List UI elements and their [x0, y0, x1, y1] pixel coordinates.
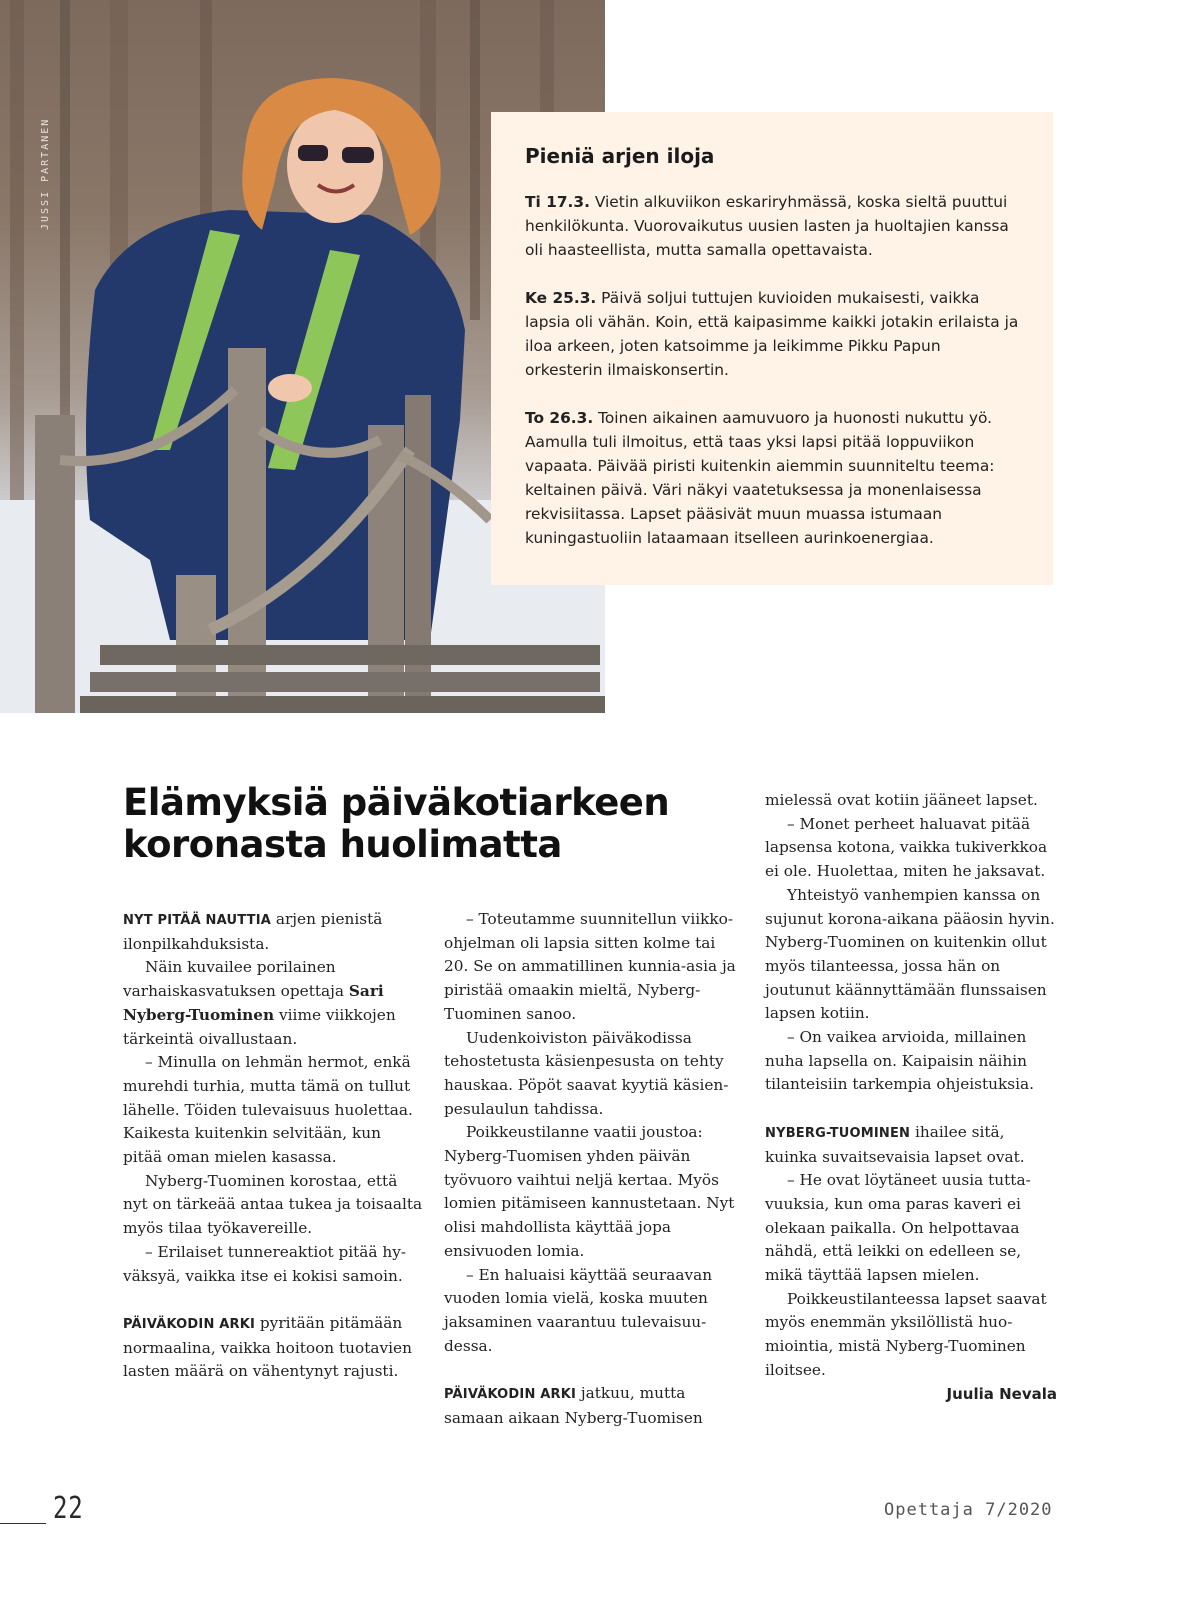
sidebox-title: Pieniä arjen iloja	[525, 144, 715, 168]
paragraph: – Erilaiset tunnereaktiot pitää hyväksyä, vaikka itse ei kokisi samoin.	[123, 1242, 407, 1285]
issue-label: Opettaja 7/2020	[884, 1500, 1053, 1520]
diary-entry	[525, 286, 1019, 382]
entry-date: Ti 17.3.	[525, 193, 590, 211]
paragraph: Uudenkoiviston päiväkodissa tehostetusta käsienpesusta on tehty hauskaa. Pöpöt saavat kyytiä käsienpesulaulun tahdissa.	[444, 1028, 729, 1118]
entry-text: Toinen aikainen aamuvuoro ja huonosti nukuttu yö. Aamulla tuli ilmoitus, että taas yksi lapsi pitää loppuviikon vapaata. Päivää piristi kuitenkin aiemmin suunniteltu teema: keltainen päivä. Väri näkyi vaatetuksessa ja monenlaisessa rekvisiitassa. Lapset pääsivät muun muassa istumaan kuningastuoliin lataamaan itselleen aurinkoenergiaa.	[525, 409, 995, 547]
paragraph	[123, 1312, 423, 1384]
footer-rule	[0, 1523, 46, 1524]
page-number: 22	[53, 1491, 84, 1526]
paragraph: – He ovat löytäneet uusia tuttavuuksia, kun oma paras kaveri ei olekaan paikalla. On helpottavaa nähdä, että leikki on edelleen se, mikä täyttää lapsen mielen.	[765, 1171, 1031, 1285]
entry-date: Ke 25.3.	[525, 289, 597, 307]
paragraph: – Toteutamme suunnitellun viikko-ohjelman oli lapsia sitten kolme tai 20. Se on ammatillinen kunnia-asia ja piristää omaakin mieltä, Nyberg-Tuominen sanoo.	[444, 910, 736, 1023]
lead-in: NYT PITÄÄ NAUTTIA	[123, 913, 271, 928]
paragraph: – En haluaisi käyttää seuraavan vuoden lomia vielä, koska muuten jaksaminen vaarantuu tulevaisuudessa.	[444, 1265, 713, 1355]
entry-text: Päivä soljui tuttujen kuvioiden mukaisesti, vaikka lapsia oli vähän. Koin, että kaipasimme kaikki jotakin erilaista ja iloa arkeen, joten katsoimme ja leikimme Pikku Papun orkesterin ilmaiskonsertin.	[525, 289, 1019, 379]
article-column-1	[123, 908, 423, 1384]
article-column-2	[444, 908, 744, 1430]
entry-date: To 26.3.	[525, 409, 594, 427]
paragraph-text: jatkuu, mutta samaan aikaan Nyberg-Tuomisen	[444, 1384, 703, 1427]
paragraph-text: viime viikkojen tärkeintä oivallustaan.	[123, 1005, 396, 1048]
diary-sidebox	[491, 112, 1053, 585]
photo-credit: JUSSI PARTANEN	[40, 117, 51, 230]
diary-entry	[525, 406, 1019, 550]
lead-in: PÄIVÄKODIN ARKI	[123, 1316, 256, 1332]
paragraph: Yhteistyö vanhempien kanssa on sujunut korona-aikana pääosin hyvin. Nyberg-Tuominen on kuitenkin ollut myös tilanteessa, jossa hän on joutunut käännyttämään flunssaisen lapsen kotiin.	[765, 885, 1055, 1023]
paragraph	[123, 908, 423, 956]
paragraph: – Monet perheet haluavat pitää lapsensa kotona, vaikka tukiverkkoa ei ole. Huolettaa, miten he jaksavat.	[765, 814, 1048, 881]
paragraph-text: pyritään pitämään normaalina, vaikka hoitoon tuotavien lasten määrä on vähentynyt rajusti.	[123, 1313, 412, 1381]
diary-entry	[525, 190, 1019, 262]
paragraph: Nyberg-Tuominen korostaa, että nyt on tärkeää antaa tukea ja toisaalta myös tilaa työkavereille.	[123, 1171, 423, 1238]
paragraph	[123, 956, 423, 1051]
paragraph-text: Näin kuvailee porilainen varhaiskasvatuksen opettaja	[123, 958, 349, 1001]
paragraph	[765, 1121, 1057, 1169]
paragraph	[444, 1382, 744, 1430]
paragraph: mielessä ovat kotiin jääneet lapset.	[765, 791, 1038, 809]
person-name: Sari Nyberg-Tuominen	[123, 982, 384, 1024]
lead-in: PÄIVÄKODIN ARKI	[444, 1387, 577, 1403]
headline-line-1: Elämyksiä päiväkotiarkeen	[123, 781, 670, 824]
article-headline	[123, 782, 669, 866]
paragraph-text: arjen pienistä ilonpilkahduksista.	[123, 910, 383, 953]
paragraph: – On vaikea arvioida, millainen nuha lapsella on. Kaipaisin näihin tilanteisiin tarkempia ohjeistuksia.	[765, 1028, 1035, 1094]
lead-in: NYBERG-TUOMINEN	[765, 1125, 911, 1141]
headline-line-2: koronasta huolimatta	[123, 823, 562, 866]
entry-text: Vietin alkuviikon eskariryhmässä, koska sieltä puuttui henkilökunta. Vuorovaikutus uusien lasten ja huoltajien kanssa oli haasteellista, mutta samalla opettavaista.	[525, 193, 1009, 259]
article-column-3	[765, 789, 1057, 1406]
author-byline: Juulia Nevala	[946, 1384, 1057, 1403]
paragraph-text: ihailee sitä, kuinka suvaitsevaisia lapset ovat.	[765, 1122, 1025, 1166]
paragraph: Poikkeustilanne vaatii joustoa: Nyberg-Tuomisen yhden päivän työvuoro vaihtui neljä kertaa. Myös lomien pitämiseen kannustetaan. Nyt olisi mahdollista käyttää jopa ensivuoden lomia.	[444, 1123, 735, 1260]
paragraph: – Minulla on lehmän hermot, enkä murehdi turhia, mutta tämä on tullut lähelle. Töiden tulevaisuus huolettaa. Kaikesta kuitenkin selvitään, kun pitää oman mielen kasassa.	[123, 1053, 413, 1167]
paragraph: Poikkeustilanteessa lapset saavat myös enemmän yksilöllistä huomiointia, mistä Nyberg-Tuominen iloitsee.	[765, 1289, 1047, 1379]
